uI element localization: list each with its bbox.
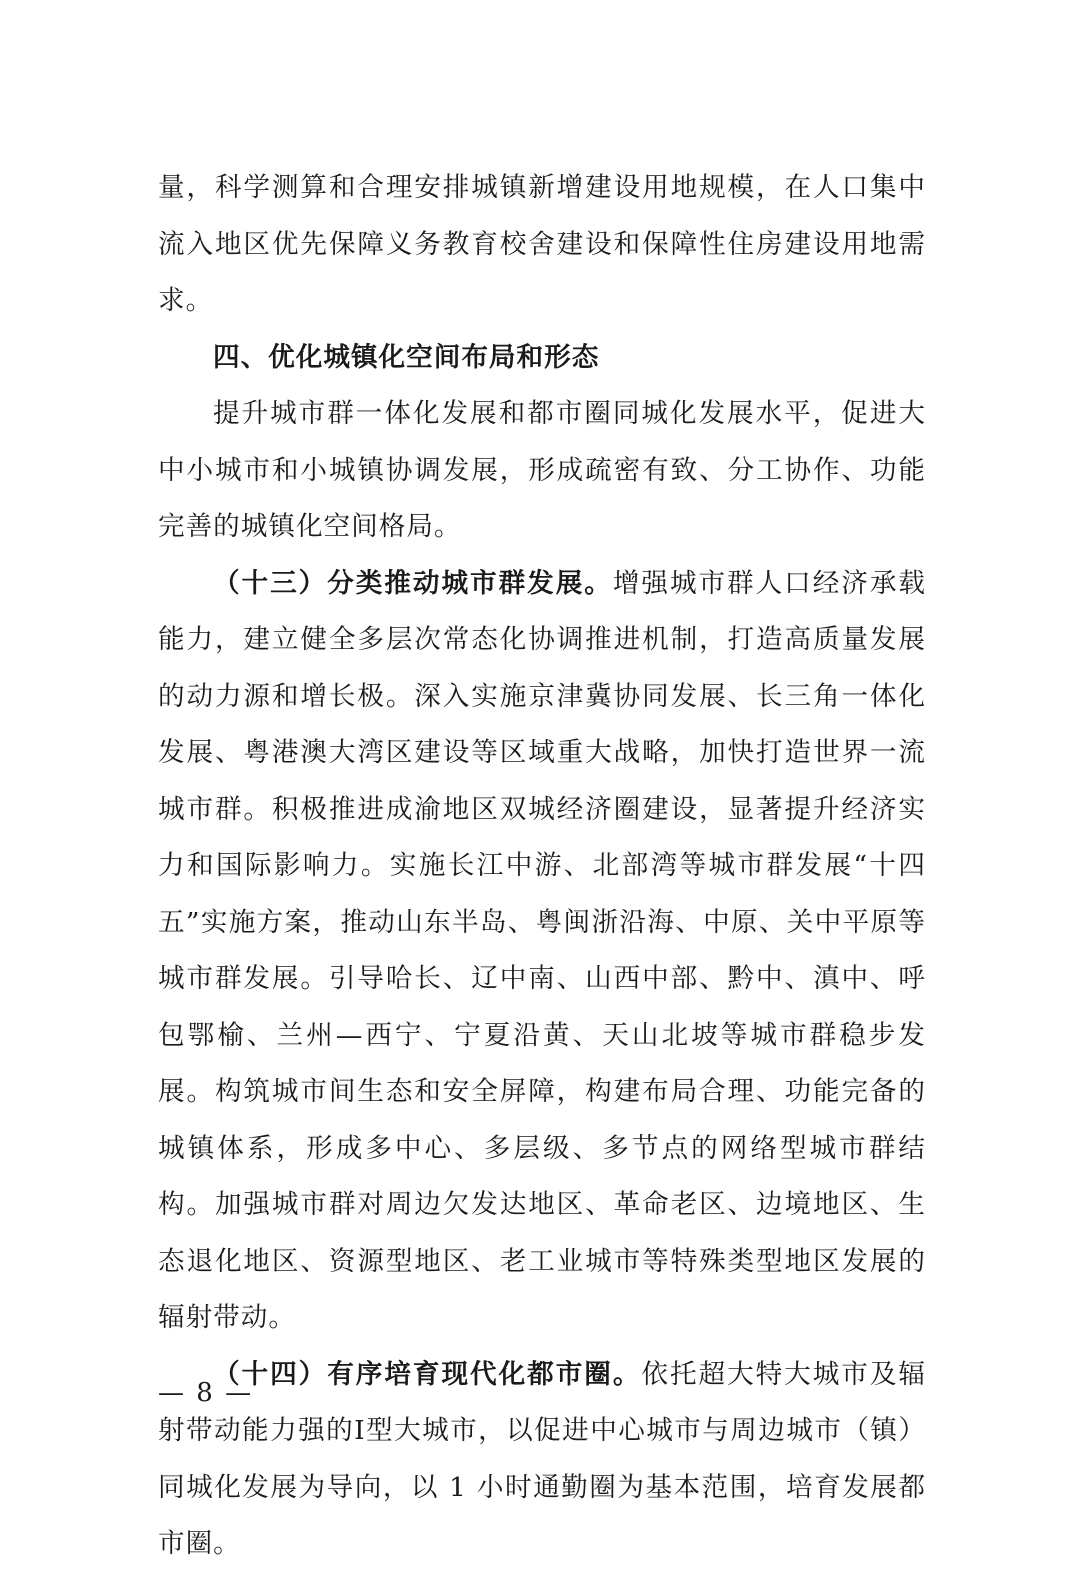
- paragraph-continuation: [158, 160, 926, 330]
- document-body: [158, 160, 926, 1573]
- section-intro: 提升城市群一体化发展和都市圈同城化发展水平，促进大中小城市和小城镇协调发展，形成疏密有致、分工协作、功能完善的城镇化空间格局。: [158, 398, 926, 542]
- section-heading: 四、优化城镇化空间布局和形态: [213, 341, 600, 373]
- page-number: — 8 —: [158, 1378, 254, 1408]
- item-14-paragraph: [158, 1347, 926, 1573]
- item-14-lead: （十四）有序培育现代化都市圈。: [213, 1358, 642, 1390]
- item-13-lead: （十三）分类推动城市群发展。: [213, 567, 613, 599]
- item-13-text: 增强城市群人口经济承载能力，建立健全多层次常态化协调推进机制，打造高质量发展的动力源和增长极。深入实施京津冀协同发展、长三角一体化发展、粤港澳大湾区建设等区域重大战略，加快打造世界一流城市群。积极推进成渝地区双城经济圈建设，显著提升经济实力和国际影响力。实施长江中游、北部湾等城市群发展“十四五”实施方案，推动山东半岛、粤闽浙沿海、中原、关中平原等城市群发展。引导哈长、辽中南、山西中部、黔中、滇中、呼包鄂榆、兰州—西宁、宁夏沿黄、天山北坡等城市群稳步发展。构筑城市间生态和安全屏障，构建布局合理、功能完备的城镇体系，形成多中心、多层级、多节点的网络型城市群结构。加强城市群对周边欠发达地区、革命老区、边境地区、生态退化地区、资源型地区、老工业城市等特殊类型地区发展的辐射带动。: [158, 567, 927, 1333]
- item-14-text: 依托超大特大城市及辐射带动能力强的Ⅰ型大城市，以促进中心城市与周边城市（镇）同城化发展为导向，以 1 小时通勤圈为基本范围，培育发展都市圈。: [158, 1358, 927, 1559]
- item-13-paragraph: [158, 556, 926, 1347]
- paragraph-text: 量，科学测算和合理安排城镇新增建设用地规模，在人口集中流入地区优先保障义务教育校舍建设和保障性住房建设用地需求。: [158, 172, 926, 316]
